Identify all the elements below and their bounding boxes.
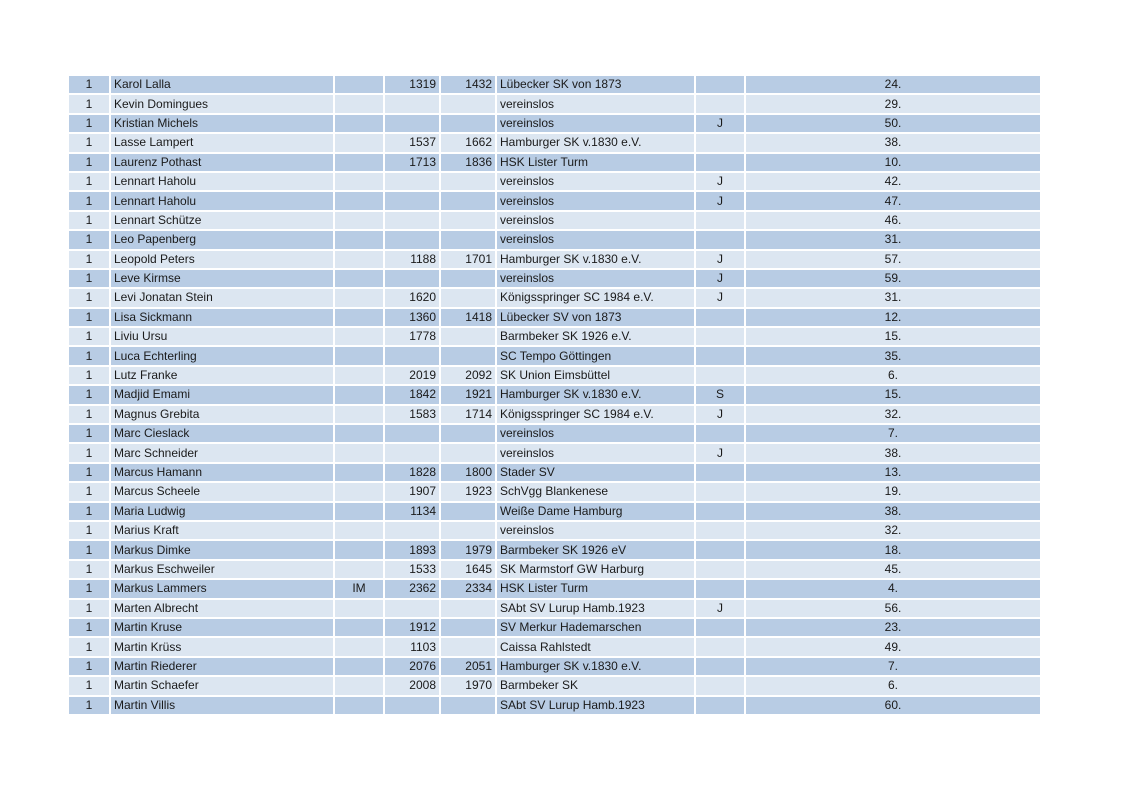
category-flag-cell	[696, 697, 744, 716]
rank-cell: 1	[69, 347, 109, 366]
rank-cell: 1	[69, 580, 109, 599]
rank-cell: 1	[69, 406, 109, 425]
rank-cell: 1	[69, 134, 109, 153]
club-cell: vereinslos	[497, 270, 694, 289]
club-cell: Barmbeker SK 1926 e.V.	[497, 328, 694, 347]
rating-1-cell: 1893	[385, 541, 439, 560]
club-cell: vereinslos	[497, 95, 694, 114]
title-cell	[335, 464, 383, 483]
rating-2-cell	[441, 270, 495, 289]
rating-1-cell	[385, 192, 439, 211]
rank-cell: 1	[69, 425, 109, 444]
rank-cell: 1	[69, 76, 109, 95]
table-row	[69, 658, 1040, 677]
rating-2-cell	[441, 503, 495, 522]
rating-1-cell: 1778	[385, 328, 439, 347]
player-name-cell: Martin Kruse	[111, 619, 333, 638]
title-cell	[335, 289, 383, 308]
category-flag-cell	[696, 561, 744, 580]
player-name-cell: Marcus Hamann	[111, 464, 333, 483]
player-name-cell: Marius Kraft	[111, 522, 333, 541]
player-name-cell: Markus Dimke	[111, 541, 333, 560]
place-cell: 6.	[746, 367, 1040, 386]
club-cell: vereinslos	[497, 444, 694, 463]
category-flag-cell: J	[696, 192, 744, 211]
rating-2-cell	[441, 522, 495, 541]
title-cell	[335, 386, 383, 405]
rating-2-cell	[441, 115, 495, 134]
place-cell: 57.	[746, 251, 1040, 270]
table-row	[69, 619, 1040, 638]
rating-2-cell	[441, 212, 495, 231]
place-cell: 31.	[746, 231, 1040, 250]
table-row	[69, 541, 1040, 560]
rating-2-cell: 1714	[441, 406, 495, 425]
table-row	[69, 289, 1040, 308]
title-cell	[335, 76, 383, 95]
place-cell: 38.	[746, 134, 1040, 153]
rank-cell: 1	[69, 697, 109, 716]
rank-cell: 1	[69, 154, 109, 173]
club-cell: SAbt SV Lurup Hamb.1923	[497, 697, 694, 716]
player-name-cell: Kristian Michels	[111, 115, 333, 134]
title-cell	[335, 677, 383, 696]
title-cell	[335, 697, 383, 716]
rating-1-cell	[385, 347, 439, 366]
club-cell: SK Union Eimsbüttel	[497, 367, 694, 386]
rating-2-cell: 2051	[441, 658, 495, 677]
place-cell: 15.	[746, 328, 1040, 347]
table-row	[69, 251, 1040, 270]
category-flag-cell	[696, 638, 744, 657]
title-cell	[335, 367, 383, 386]
table-row	[69, 115, 1040, 134]
rating-1-cell: 1537	[385, 134, 439, 153]
table-row	[69, 270, 1040, 289]
rating-1-cell: 2008	[385, 677, 439, 696]
place-cell: 32.	[746, 406, 1040, 425]
rating-2-cell	[441, 173, 495, 192]
place-cell: 38.	[746, 444, 1040, 463]
rating-2-cell: 1701	[441, 251, 495, 270]
rating-2-cell: 1418	[441, 309, 495, 328]
rank-cell: 1	[69, 231, 109, 250]
rank-cell: 1	[69, 328, 109, 347]
category-flag-cell	[696, 425, 744, 444]
table-row	[69, 386, 1040, 405]
title-cell	[335, 231, 383, 250]
rating-1-cell: 1533	[385, 561, 439, 580]
rank-cell: 1	[69, 503, 109, 522]
category-flag-cell	[696, 580, 744, 599]
club-cell: Hamburger SK v.1830 e.V.	[497, 658, 694, 677]
rating-2-cell	[441, 425, 495, 444]
rank-cell: 1	[69, 561, 109, 580]
club-cell: vereinslos	[497, 173, 694, 192]
club-cell: Weiße Dame Hamburg	[497, 503, 694, 522]
player-name-cell: Maria Ludwig	[111, 503, 333, 522]
rating-1-cell: 1842	[385, 386, 439, 405]
place-cell: 23.	[746, 619, 1040, 638]
club-cell: Caissa Rahlstedt	[497, 638, 694, 657]
category-flag-cell	[696, 347, 744, 366]
player-name-cell: Luca Echterling	[111, 347, 333, 366]
rating-1-cell: 1319	[385, 76, 439, 95]
rank-cell: 1	[69, 115, 109, 134]
table-row	[69, 212, 1040, 231]
player-name-cell: Laurenz Pothast	[111, 154, 333, 173]
rating-1-cell	[385, 444, 439, 463]
player-name-cell: Magnus Grebita	[111, 406, 333, 425]
table-row	[69, 697, 1040, 716]
place-cell: 38.	[746, 503, 1040, 522]
category-flag-cell	[696, 658, 744, 677]
place-cell: 42.	[746, 173, 1040, 192]
rating-1-cell	[385, 115, 439, 134]
club-cell: Stader SV	[497, 464, 694, 483]
rating-2-cell: 1970	[441, 677, 495, 696]
table-row	[69, 134, 1040, 153]
category-flag-cell	[696, 619, 744, 638]
club-cell: Hamburger SK v.1830 e.V.	[497, 251, 694, 270]
title-cell	[335, 212, 383, 231]
player-name-cell: Markus Lammers	[111, 580, 333, 599]
club-cell: SK Marmstorf GW Harburg	[497, 561, 694, 580]
player-name-cell: Marc Cieslack	[111, 425, 333, 444]
place-cell: 12.	[746, 309, 1040, 328]
player-name-cell: Lisa Sickmann	[111, 309, 333, 328]
category-flag-cell	[696, 231, 744, 250]
place-cell: 32.	[746, 522, 1040, 541]
rank-cell: 1	[69, 270, 109, 289]
player-name-cell: Marcus Scheele	[111, 483, 333, 502]
table-row	[69, 231, 1040, 250]
rating-1-cell: 1103	[385, 638, 439, 657]
title-cell	[335, 154, 383, 173]
category-flag-cell: S	[696, 386, 744, 405]
rating-1-cell: 2019	[385, 367, 439, 386]
table-row	[69, 173, 1040, 192]
title-cell	[335, 503, 383, 522]
club-cell: Lübecker SK von 1873	[497, 76, 694, 95]
category-flag-cell: J	[696, 444, 744, 463]
title-cell	[335, 541, 383, 560]
player-name-cell: Martin Villis	[111, 697, 333, 716]
rating-1-cell: 1620	[385, 289, 439, 308]
title-cell	[335, 192, 383, 211]
club-cell: Königsspringer SC 1984 e.V.	[497, 289, 694, 308]
category-flag-cell	[696, 76, 744, 95]
rank-cell: 1	[69, 309, 109, 328]
place-cell: 47.	[746, 192, 1040, 211]
rank-cell: 1	[69, 658, 109, 677]
title-cell	[335, 619, 383, 638]
title-cell	[335, 658, 383, 677]
rating-2-cell	[441, 328, 495, 347]
place-cell: 15.	[746, 386, 1040, 405]
category-flag-cell	[696, 541, 744, 560]
category-flag-cell	[696, 154, 744, 173]
rating-1-cell: 1907	[385, 483, 439, 502]
rating-1-cell	[385, 522, 439, 541]
rating-1-cell	[385, 212, 439, 231]
rating-2-cell: 1645	[441, 561, 495, 580]
club-cell: SchVgg Blankenese	[497, 483, 694, 502]
player-name-cell: Kevin Domingues	[111, 95, 333, 114]
club-cell: Hamburger SK v.1830 e.V.	[497, 134, 694, 153]
place-cell: 56.	[746, 600, 1040, 619]
player-name-cell: Martin Riederer	[111, 658, 333, 677]
rank-cell: 1	[69, 541, 109, 560]
category-flag-cell	[696, 212, 744, 231]
title-cell: IM	[335, 580, 383, 599]
rating-1-cell	[385, 173, 439, 192]
rating-1-cell: 2362	[385, 580, 439, 599]
rating-2-cell: 1836	[441, 154, 495, 173]
category-flag-cell	[696, 134, 744, 153]
title-cell	[335, 347, 383, 366]
club-cell: vereinslos	[497, 231, 694, 250]
place-cell: 6.	[746, 677, 1040, 696]
rating-2-cell	[441, 697, 495, 716]
table-row	[69, 522, 1040, 541]
category-flag-cell: J	[696, 270, 744, 289]
rank-cell: 1	[69, 95, 109, 114]
rating-2-cell	[441, 444, 495, 463]
rating-1-cell: 1360	[385, 309, 439, 328]
rank-cell: 1	[69, 192, 109, 211]
rank-cell: 1	[69, 600, 109, 619]
title-cell	[335, 309, 383, 328]
rating-1-cell: 1134	[385, 503, 439, 522]
category-flag-cell: J	[696, 289, 744, 308]
rating-2-cell	[441, 192, 495, 211]
table-row	[69, 192, 1040, 211]
title-cell	[335, 134, 383, 153]
rating-2-cell	[441, 347, 495, 366]
club-cell: vereinslos	[497, 522, 694, 541]
title-cell	[335, 270, 383, 289]
player-name-cell: Markus Eschweiler	[111, 561, 333, 580]
player-name-cell: Martin Krüss	[111, 638, 333, 657]
player-name-cell: Lutz Franke	[111, 367, 333, 386]
club-cell: vereinslos	[497, 192, 694, 211]
place-cell: 35.	[746, 347, 1040, 366]
player-name-cell: Leve Kirmse	[111, 270, 333, 289]
category-flag-cell: J	[696, 251, 744, 270]
results-table	[67, 76, 1042, 716]
place-cell: 24.	[746, 76, 1040, 95]
club-cell: Königsspringer SC 1984 e.V.	[497, 406, 694, 425]
rank-cell: 1	[69, 212, 109, 231]
place-cell: 29.	[746, 95, 1040, 114]
title-cell	[335, 444, 383, 463]
rank-cell: 1	[69, 638, 109, 657]
table-row	[69, 367, 1040, 386]
club-cell: SC Tempo Göttingen	[497, 347, 694, 366]
title-cell	[335, 406, 383, 425]
rating-1-cell: 1912	[385, 619, 439, 638]
rank-cell: 1	[69, 522, 109, 541]
player-name-cell: Leo Papenberg	[111, 231, 333, 250]
category-flag-cell: J	[696, 173, 744, 192]
player-name-cell: Leopold Peters	[111, 251, 333, 270]
player-name-cell: Karol Lalla	[111, 76, 333, 95]
category-flag-cell: J	[696, 600, 744, 619]
rating-2-cell	[441, 231, 495, 250]
category-flag-cell	[696, 95, 744, 114]
rating-2-cell	[441, 289, 495, 308]
club-cell: vereinslos	[497, 115, 694, 134]
table-row	[69, 464, 1040, 483]
rating-1-cell	[385, 270, 439, 289]
player-name-cell: Lasse Lampert	[111, 134, 333, 153]
rating-1-cell: 1713	[385, 154, 439, 173]
title-cell	[335, 522, 383, 541]
place-cell: 45.	[746, 561, 1040, 580]
table-row	[69, 444, 1040, 463]
place-cell: 10.	[746, 154, 1040, 173]
rating-2-cell: 1800	[441, 464, 495, 483]
results-table-body	[69, 76, 1040, 716]
place-cell: 46.	[746, 212, 1040, 231]
player-name-cell: Madjid Emami	[111, 386, 333, 405]
category-flag-cell: J	[696, 406, 744, 425]
club-cell: SV Merkur Hademarschen	[497, 619, 694, 638]
category-flag-cell	[696, 677, 744, 696]
rating-1-cell	[385, 600, 439, 619]
rank-cell: 1	[69, 619, 109, 638]
player-name-cell: Liviu Ursu	[111, 328, 333, 347]
player-name-cell: Lennart Haholu	[111, 192, 333, 211]
title-cell	[335, 561, 383, 580]
club-cell: SAbt SV Lurup Hamb.1923	[497, 600, 694, 619]
category-flag-cell	[696, 328, 744, 347]
table-row	[69, 328, 1040, 347]
title-cell	[335, 115, 383, 134]
rating-2-cell: 1921	[441, 386, 495, 405]
place-cell: 31.	[746, 289, 1040, 308]
table-row	[69, 638, 1040, 657]
rank-cell: 1	[69, 464, 109, 483]
table-row	[69, 580, 1040, 599]
club-cell: Barmbeker SK	[497, 677, 694, 696]
rating-1-cell	[385, 425, 439, 444]
player-name-cell: Marten Albrecht	[111, 600, 333, 619]
rating-1-cell: 2076	[385, 658, 439, 677]
rating-1-cell: 1828	[385, 464, 439, 483]
title-cell	[335, 638, 383, 657]
rank-cell: 1	[69, 251, 109, 270]
rating-2-cell	[441, 638, 495, 657]
place-cell: 7.	[746, 425, 1040, 444]
player-name-cell: Lennart Schütze	[111, 212, 333, 231]
rank-cell: 1	[69, 677, 109, 696]
club-cell: vereinslos	[497, 212, 694, 231]
place-cell: 18.	[746, 541, 1040, 560]
player-name-cell: Levi Jonatan Stein	[111, 289, 333, 308]
title-cell	[335, 328, 383, 347]
player-name-cell: Martin Schaefer	[111, 677, 333, 696]
category-flag-cell	[696, 309, 744, 328]
place-cell: 49.	[746, 638, 1040, 657]
title-cell	[335, 483, 383, 502]
rating-2-cell: 2092	[441, 367, 495, 386]
title-cell	[335, 425, 383, 444]
category-flag-cell	[696, 522, 744, 541]
table-row	[69, 677, 1040, 696]
table-row	[69, 347, 1040, 366]
club-cell: HSK Lister Turm	[497, 580, 694, 599]
table-row	[69, 154, 1040, 173]
title-cell	[335, 600, 383, 619]
rating-1-cell: 1583	[385, 406, 439, 425]
rating-1-cell: 1188	[385, 251, 439, 270]
category-flag-cell	[696, 367, 744, 386]
club-cell: Hamburger SK v.1830 e.V.	[497, 386, 694, 405]
club-cell: HSK Lister Turm	[497, 154, 694, 173]
title-cell	[335, 173, 383, 192]
player-name-cell: Marc Schneider	[111, 444, 333, 463]
rating-2-cell: 1923	[441, 483, 495, 502]
category-flag-cell	[696, 464, 744, 483]
place-cell: 19.	[746, 483, 1040, 502]
rating-2-cell	[441, 95, 495, 114]
rating-2-cell: 1432	[441, 76, 495, 95]
club-cell: vereinslos	[497, 425, 694, 444]
rating-2-cell: 1979	[441, 541, 495, 560]
club-cell: Barmbeker SK 1926 eV	[497, 541, 694, 560]
rating-2-cell: 2334	[441, 580, 495, 599]
table-row	[69, 406, 1040, 425]
place-cell: 4.	[746, 580, 1040, 599]
table-row	[69, 503, 1040, 522]
player-name-cell: Lennart Haholu	[111, 173, 333, 192]
rank-cell: 1	[69, 289, 109, 308]
place-cell: 50.	[746, 115, 1040, 134]
place-cell: 60.	[746, 697, 1040, 716]
club-cell: Lübecker SV von 1873	[497, 309, 694, 328]
title-cell	[335, 95, 383, 114]
rating-2-cell: 1662	[441, 134, 495, 153]
place-cell: 13.	[746, 464, 1040, 483]
table-row	[69, 600, 1040, 619]
table-row	[69, 76, 1040, 95]
table-row	[69, 309, 1040, 328]
rating-1-cell	[385, 697, 439, 716]
rating-1-cell	[385, 95, 439, 114]
rank-cell: 1	[69, 444, 109, 463]
rating-2-cell	[441, 600, 495, 619]
title-cell	[335, 251, 383, 270]
rank-cell: 1	[69, 483, 109, 502]
category-flag-cell	[696, 503, 744, 522]
rank-cell: 1	[69, 173, 109, 192]
place-cell: 59.	[746, 270, 1040, 289]
rating-2-cell	[441, 619, 495, 638]
rank-cell: 1	[69, 386, 109, 405]
table-row	[69, 95, 1040, 114]
table-row	[69, 483, 1040, 502]
table-row	[69, 561, 1040, 580]
category-flag-cell: J	[696, 115, 744, 134]
table-row	[69, 425, 1040, 444]
category-flag-cell	[696, 483, 744, 502]
rank-cell: 1	[69, 367, 109, 386]
rating-1-cell	[385, 231, 439, 250]
place-cell: 7.	[746, 658, 1040, 677]
